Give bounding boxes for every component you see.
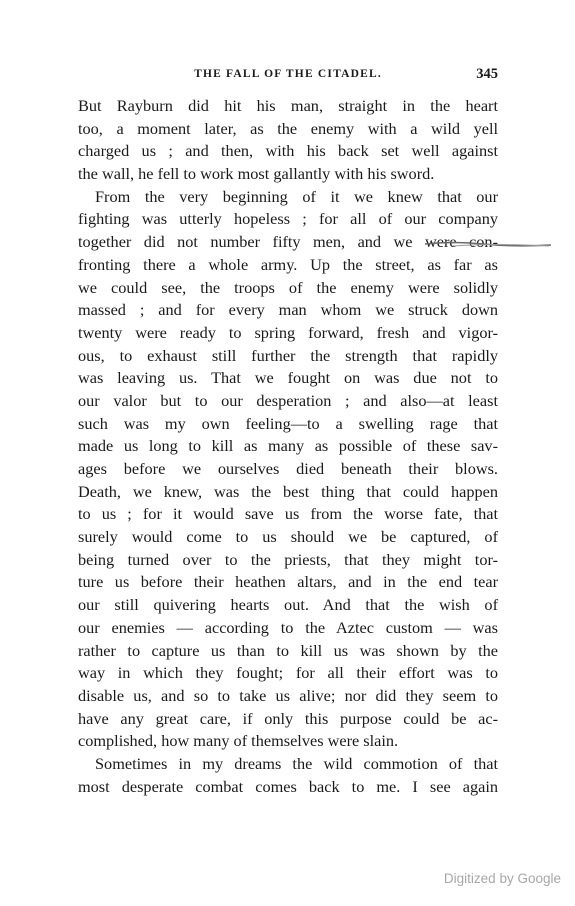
text-line: have any great care, if only this purpose could be ac- bbox=[78, 708, 498, 728]
text-line: Sometimes in my dreams the wild commotion of that bbox=[95, 753, 498, 773]
text-line: being turned over to the priests, that they might tor- bbox=[78, 549, 498, 569]
text-line: to us ; for it would save us from the worse fate, that bbox=[78, 504, 498, 524]
text-line: the wall, he fell to work most gallantly with his sword. bbox=[78, 164, 435, 184]
text-line: fighting was utterly hopeless ; for all of our company bbox=[78, 209, 498, 229]
text-line: we could see, the troops of the enemy were solidly bbox=[78, 277, 498, 297]
text-line: our still quivering hearts out. And that the wish of bbox=[78, 595, 498, 615]
text-line: disable us, and so to take us alive; nor did they seem to bbox=[78, 685, 498, 705]
text-line: complished, how many of themselves were slain. bbox=[78, 731, 399, 751]
text-line: rather to capture us than to kill us was shown by the bbox=[78, 640, 498, 660]
text-line: our enemies — according to the Aztec custom — was bbox=[78, 617, 498, 637]
text-line: But Rayburn did hit his man, straight in the heart bbox=[78, 96, 498, 115]
text-line: From the very beginning of it we knew that our bbox=[95, 186, 498, 206]
text-line: our valor but to our desperation ; and also—at least bbox=[78, 390, 498, 410]
running-head bbox=[78, 66, 498, 84]
text-line: charged us ; and then, with his back set well against bbox=[78, 141, 498, 161]
text-line: most desperate combat comes back to me. I see again bbox=[78, 776, 498, 796]
text-line: ages before we ourselves died beneath their blows. bbox=[78, 459, 498, 478]
text-line-content: together did not number fifty men, and we were con- bbox=[78, 232, 498, 252]
page-number: 345 bbox=[476, 66, 498, 82]
text-line bbox=[78, 231, 498, 254]
text-line: massed ; and for every man whom we struck down bbox=[78, 300, 498, 320]
text-line: made us long to kill as many as possible of these sav- bbox=[78, 436, 498, 456]
text-line: too, a moment later, as the enemy with a wild yell bbox=[78, 118, 498, 138]
running-title: THE FALL OF THE CITADEL. bbox=[194, 68, 382, 80]
body-text bbox=[78, 95, 498, 798]
text-line: Death, we knew, was the best thing that could happen bbox=[78, 481, 498, 501]
text-line: twenty were ready to spring forward, fresh and vigor- bbox=[78, 322, 498, 342]
text-line: surely would come to us should we be captured, of bbox=[78, 527, 498, 547]
text-line: ous, to exhaust still further the strength that rapidly bbox=[78, 345, 498, 365]
text-line: fronting there a whole army. Up the street, as far as bbox=[78, 254, 498, 274]
text-line: ture us before their heathen altars, and in the end tear bbox=[78, 572, 498, 592]
text-line: was leaving us. That we fought on was due not to bbox=[78, 368, 498, 388]
text-line: such was my own feeling—to a swelling rage that bbox=[78, 413, 498, 433]
text-line: way in which they fought; for all their effort was to bbox=[78, 663, 498, 683]
digitized-watermark: Digitized by Google bbox=[443, 871, 561, 886]
